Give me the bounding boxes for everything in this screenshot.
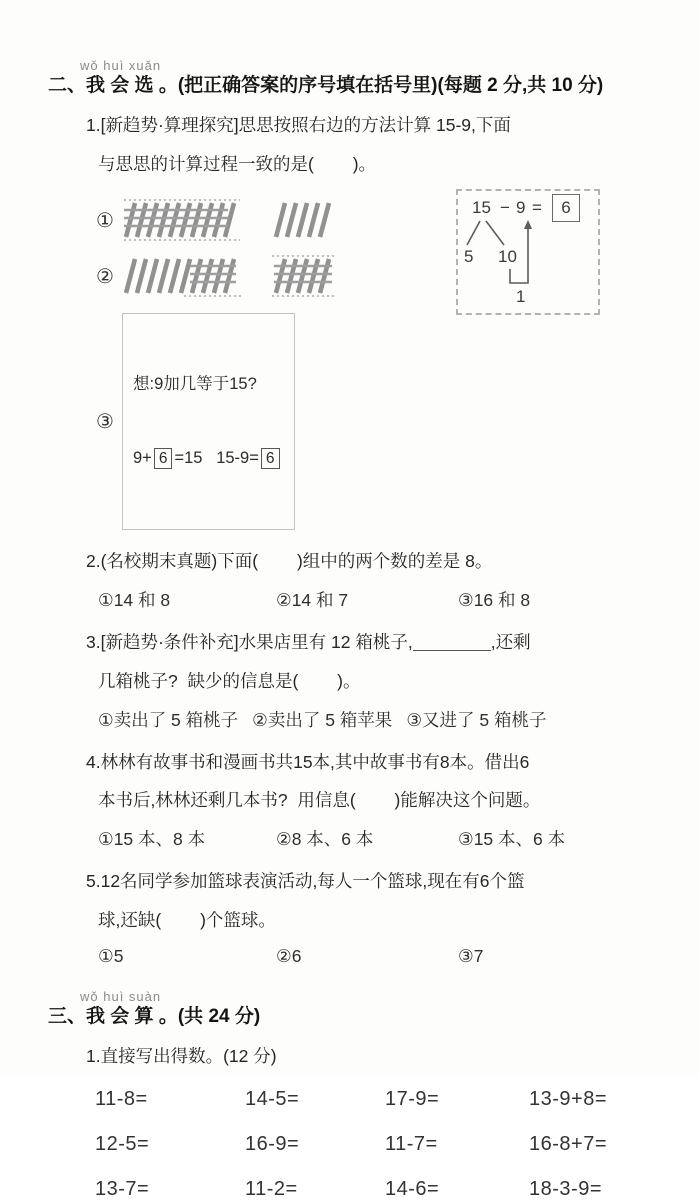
section-heading-choose: 二、我 会 选 。(把正确答案的序号填在括号里)(每题 2 分,共 10 分) bbox=[48, 75, 604, 96]
calc-problem: 13-7= bbox=[95, 1178, 150, 1200]
tally-diagram-option-2 bbox=[122, 253, 354, 299]
q5-option-1: ①5 bbox=[98, 945, 124, 966]
q2-options bbox=[98, 587, 671, 612]
pinyin-annotation-choose: wǒ huì xuǎn bbox=[80, 58, 162, 73]
q2-line1: 2.(名校期末真题)下面( )组中的两个数的差是 8。 bbox=[86, 551, 493, 572]
q5-option-2: ②6 bbox=[276, 945, 302, 966]
q1-line1: 1.[新趋势·算理探究]思思按照右边的方法计算 15-9,下面 bbox=[86, 114, 511, 135]
answer-blank bbox=[413, 633, 491, 651]
q4-option-3: ③15 本、6 本 bbox=[458, 829, 566, 849]
eq-gap bbox=[202, 449, 216, 467]
pinyin-annotation-calc: wǒ huì suàn bbox=[80, 988, 162, 1004]
calc-problem: 11-8= bbox=[95, 1088, 148, 1110]
q4-line1: 4.林林有故事书和漫画书共15本,其中故事书有8本。借出6 bbox=[86, 751, 530, 772]
calc-problems-grid bbox=[95, 1088, 671, 1201]
q3-options bbox=[98, 707, 671, 732]
method-box bbox=[456, 189, 600, 315]
calc-problem: 11-7= bbox=[385, 1133, 438, 1155]
q2-option-2: ②14 和 7 bbox=[276, 590, 349, 610]
q4-option-2: ②8 本、6 本 bbox=[276, 829, 374, 849]
q5-line2: 球,还缺( )个篮球。 bbox=[98, 909, 276, 930]
tally-diagram-option-1 bbox=[122, 197, 354, 243]
q3-line1-end: ,还剩 bbox=[490, 632, 531, 652]
eq2-left: 15-9= bbox=[216, 449, 259, 467]
calc-problem: 16-9= bbox=[245, 1133, 300, 1155]
think-box-line1: 想:9加几等于15? bbox=[133, 374, 257, 393]
q3-option-1: ①卖出了 5 箱桃子 bbox=[98, 709, 239, 730]
q1-option-1 bbox=[96, 197, 448, 243]
q5-option-3: ③7 bbox=[458, 945, 484, 966]
calc-problem: 11-2= bbox=[245, 1178, 298, 1200]
method-result-box: 6 bbox=[552, 194, 580, 222]
q1-options-column bbox=[96, 187, 448, 530]
method-minuend: 15 bbox=[472, 198, 491, 218]
method-equals-sign: = bbox=[532, 198, 542, 218]
method-box-connector-lines bbox=[458, 191, 598, 313]
method-split-left: 5 bbox=[464, 247, 474, 267]
calc-problem: 16-8+7= bbox=[529, 1133, 608, 1155]
calc-problem: 14-5= bbox=[245, 1088, 300, 1110]
calc-problem: 18-3-9= bbox=[529, 1178, 602, 1200]
calc-problem: 17-9= bbox=[385, 1088, 440, 1110]
q1-options-area bbox=[96, 187, 671, 530]
q3-line1-start: 3.[新趋势·条件补充]水果店里有 12 箱桃子, bbox=[86, 632, 413, 652]
eq1-right: =15 bbox=[174, 449, 203, 467]
calc-problem: 14-6= bbox=[385, 1178, 440, 1200]
section-heading-calc: 三、我 会 算 。(共 24 分) bbox=[48, 1005, 261, 1027]
calc-problem: 12-5= bbox=[95, 1133, 150, 1155]
q2-option-3: ③16 和 8 bbox=[458, 590, 531, 610]
method-split-right: 10 bbox=[498, 247, 517, 267]
option-3-marker: ③ bbox=[96, 411, 114, 434]
q3-option-2: ②卖出了 5 箱苹果 bbox=[252, 709, 393, 730]
calc-problem: 13-9+8= bbox=[529, 1088, 608, 1110]
q1-line2: 与思思的计算过程一致的是( )。 bbox=[98, 153, 377, 174]
think-box-line2 bbox=[133, 446, 282, 471]
eq2-answer-box: 6 bbox=[261, 448, 280, 469]
method-subtrahend: 9 bbox=[516, 198, 526, 218]
q1-option-3 bbox=[96, 313, 448, 530]
q3-option-3: ③又进了 5 箱桃子 bbox=[406, 709, 547, 730]
q4-options bbox=[98, 826, 671, 851]
eq1-left: 9+ bbox=[133, 449, 152, 467]
q5-options bbox=[98, 946, 671, 967]
q3-line2: 几箱桃子? 缺少的信息是( )。 bbox=[98, 670, 361, 691]
q1-option-2 bbox=[96, 253, 448, 299]
option-1-marker: ① bbox=[96, 209, 114, 232]
eq1-answer-box: 6 bbox=[154, 448, 173, 469]
think-box bbox=[122, 313, 295, 530]
q3-line1 bbox=[86, 631, 671, 654]
q4-option-1: ①15 本、8 本 bbox=[98, 829, 206, 849]
q4-line2: 本书后,林林还剩几本书? 用信息( )能解决这个问题。 bbox=[98, 790, 541, 811]
calc-sub1-heading: 1.直接写出得数。(12 分) bbox=[86, 1046, 277, 1067]
method-minus-sign: − bbox=[500, 198, 510, 218]
option-2-marker: ② bbox=[96, 265, 114, 288]
q5-line1: 5.12名同学参加篮球表演活动,每人一个篮球,现在有6个篮 bbox=[86, 871, 525, 891]
method-partial-result: 1 bbox=[516, 287, 526, 307]
q2-option-1: ①14 和 8 bbox=[98, 590, 171, 610]
